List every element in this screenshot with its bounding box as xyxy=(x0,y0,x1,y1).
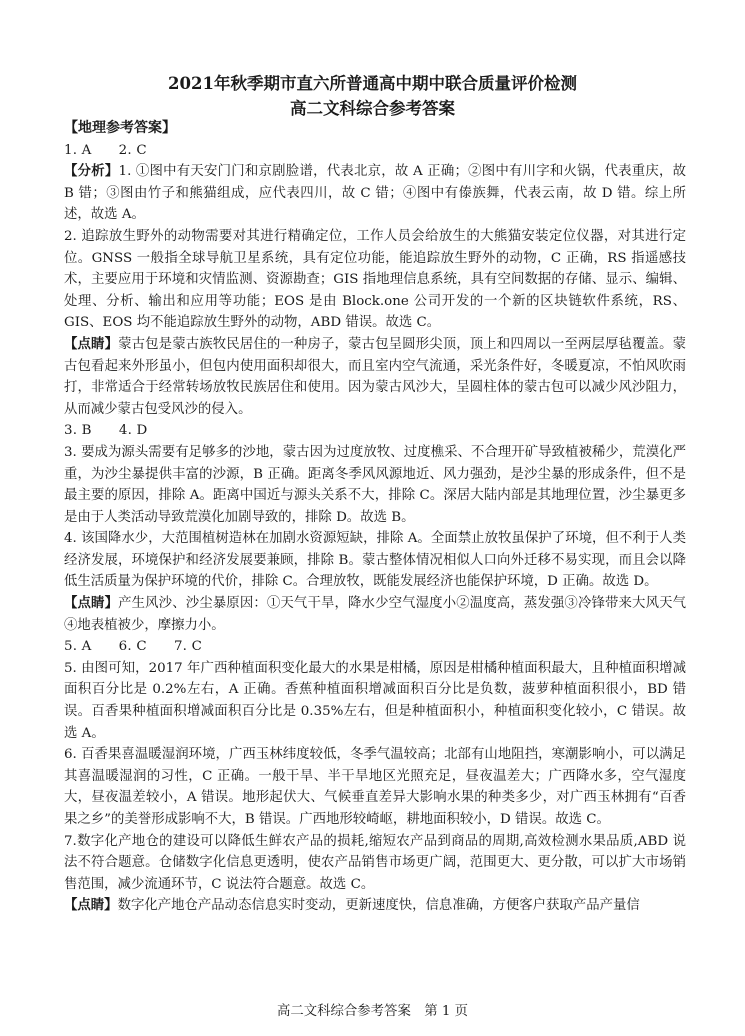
page-title: 2021年秋季期市直六所普通高中期中联合质量评价检测 xyxy=(168,74,577,93)
answer-line-5-7: 5. A 6. C 7. C xyxy=(64,639,203,655)
section-heading-geography: 【地理参考答案】 xyxy=(64,120,176,136)
note-text: 数字化产地仓产品动态信息实时变动，更新速度快，信息准确，方便客户获取产品产量信 xyxy=(117,898,640,914)
note-label: 【点睛】 xyxy=(64,595,119,612)
analysis-label: 【分析】 xyxy=(64,163,119,180)
note-label: 【点睛】 xyxy=(64,335,119,352)
analysis-paragraph-1 xyxy=(64,161,686,226)
explanation-paragraph-5: 5. 由图可知，2017 年广西种植面积变化最大的水果是柑橘，原因是柑橘种植面积最大，且种植面积增减面积百分比是 0.2%左右，A 正确。香蕉种植面积增减面积百分比是负数，菠萝种植面积很小，BD 错误。百香果种植面积增减面积百分比是 0.35%左右，但是种植面积小，种植面积变化较小，C 错误。故选 A。 xyxy=(64,660,686,741)
note-paragraph-yurt xyxy=(64,334,686,420)
note-text: 产生风沙、沙尘暴原因：①天气干旱，降水少空气湿度小②温度高，蒸发强③冷锋带来大风天气④地表植被少，摩擦力小。 xyxy=(64,596,687,633)
note-text: 蒙古包是蒙古族牧民居住的一种房子，蒙古包呈圆形尖顶，顶上和四周以一至两层厚毡覆盖。蒙古包看起来外形虽小，但包内使用面积却很大，而且室内空气流通，采光条件好，冬暖夏凉，不怕风吹雨打，非常适合于经常转场放牧民族居住和使用。因为蒙古风沙大，呈圆柱体的蒙古包可以减少风沙阻力，从而减少蒙古包受风沙的侵入。 xyxy=(64,336,687,417)
explanation-paragraph-4: 4. 该国降水少，大范围植树造林在加剧水资源短缺，排除 A。全面禁止放牧虽保护了环境，但不利于人类经济发展，环境保护和经济发展要兼顾，排除 B。蒙古整体情况相似人口向外迁移不易实现，而且会以降低生活质量为保护环境的代价，排除 C。合理放牧，既能发展经济也能保护环境，D 正确。故选 D。 xyxy=(64,531,686,590)
answer-line-1-2: 1. A 2. C xyxy=(64,142,147,158)
note-paragraph-sandstorm xyxy=(64,593,686,636)
answer-content xyxy=(64,118,686,917)
explanation-paragraph-6: 6. 百香果喜温暖湿润环境，广西玉林纬度较低，冬季气温较高；北部有山地阻挡，寒潮影响小，可以满足其喜温暖湿润的习性，C 正确。一般干旱、半干旱地区光照充足，昼夜温差大；广西降水多，空气湿度大，昼夜温差较小，A 错误。地形起伏大、气候垂直差异大影响水果的种类多少，对广西玉林拥有“百香果之乡”的美誉形成影响不大，B 错误。广西地形较崎岖，耕地面积较小，D 错误。故选 C。 xyxy=(64,747,686,827)
answer-line-3-4: 3. B 4. D xyxy=(64,423,148,439)
explanation-paragraph-7: 7.数字化产地仓的建设可以降低生鲜农产品的损耗,缩短农产品到商品的周期,高效检测水果品质,ABD 说法不符合题意。仓储数字化信息更透明，使农产品销售市场更广阔，范围更大、更分散，可以扩大市场销售范围，减少流通环节，C 说法符合题意。故选 C。 xyxy=(64,833,686,892)
explanation-paragraph-3: 3. 要成为源头需要有足够多的沙地，蒙古因为过度放牧、过度樵采、不合理开矿导致植被稀少，荒漠化严重，为沙尘暴提供丰富的沙源，B 正确。距离冬季风风源地近、风力强劲，是沙尘暴的形成条件，但不是最主要的原因，排除 A。距离中国近与源头关系不大，排除 C。深居大陆内部是其地理位置，沙尘暴更多是由于人类活动导致荒漠化加剧导致的，排除 D。故选 B。 xyxy=(64,444,686,525)
analysis-text: 1. ①图中有天安门门和京剧脸谱，代表北京，故 A 正确；②图中有川字和火锅，代表重庆，故 B 错；③图由竹子和熊猫组成，应代表四川，故 C 错；④图中有傣族舞，代表云南，故 D 错。综上所述，故选 A。 xyxy=(64,164,687,223)
note-paragraph-warehouse xyxy=(64,895,686,917)
note-label: 【点睛】 xyxy=(64,897,118,914)
page-subtitle: 高二文科综合参考答案 xyxy=(290,99,455,118)
page-footer: 高二文科综合参考答案 第 1 页 xyxy=(276,1004,469,1019)
explanation-paragraph-2: 2. 追踪放生野外的动物需要对其进行精确定位，工作人员会给放生的大熊猫安装定位仪器，对其进行定位。GNSS 一般指全球导航卫星系统，具有定位功能，能追踪放生野外的动物，C 正确，RS 指遥感技术，主要应用于环境和灾情监测、资源勘查；GIS 指地理信息系统，具有空间数据的存储、显示、编辑、处理、分析、输出和应用等功能；EOS 是由 Block.one 公司开发的一个新的区块链软件系统，RS、GIS、EOS 均不能追踪放生野外的动物，ABD 错误。故选 C。 xyxy=(64,228,686,331)
